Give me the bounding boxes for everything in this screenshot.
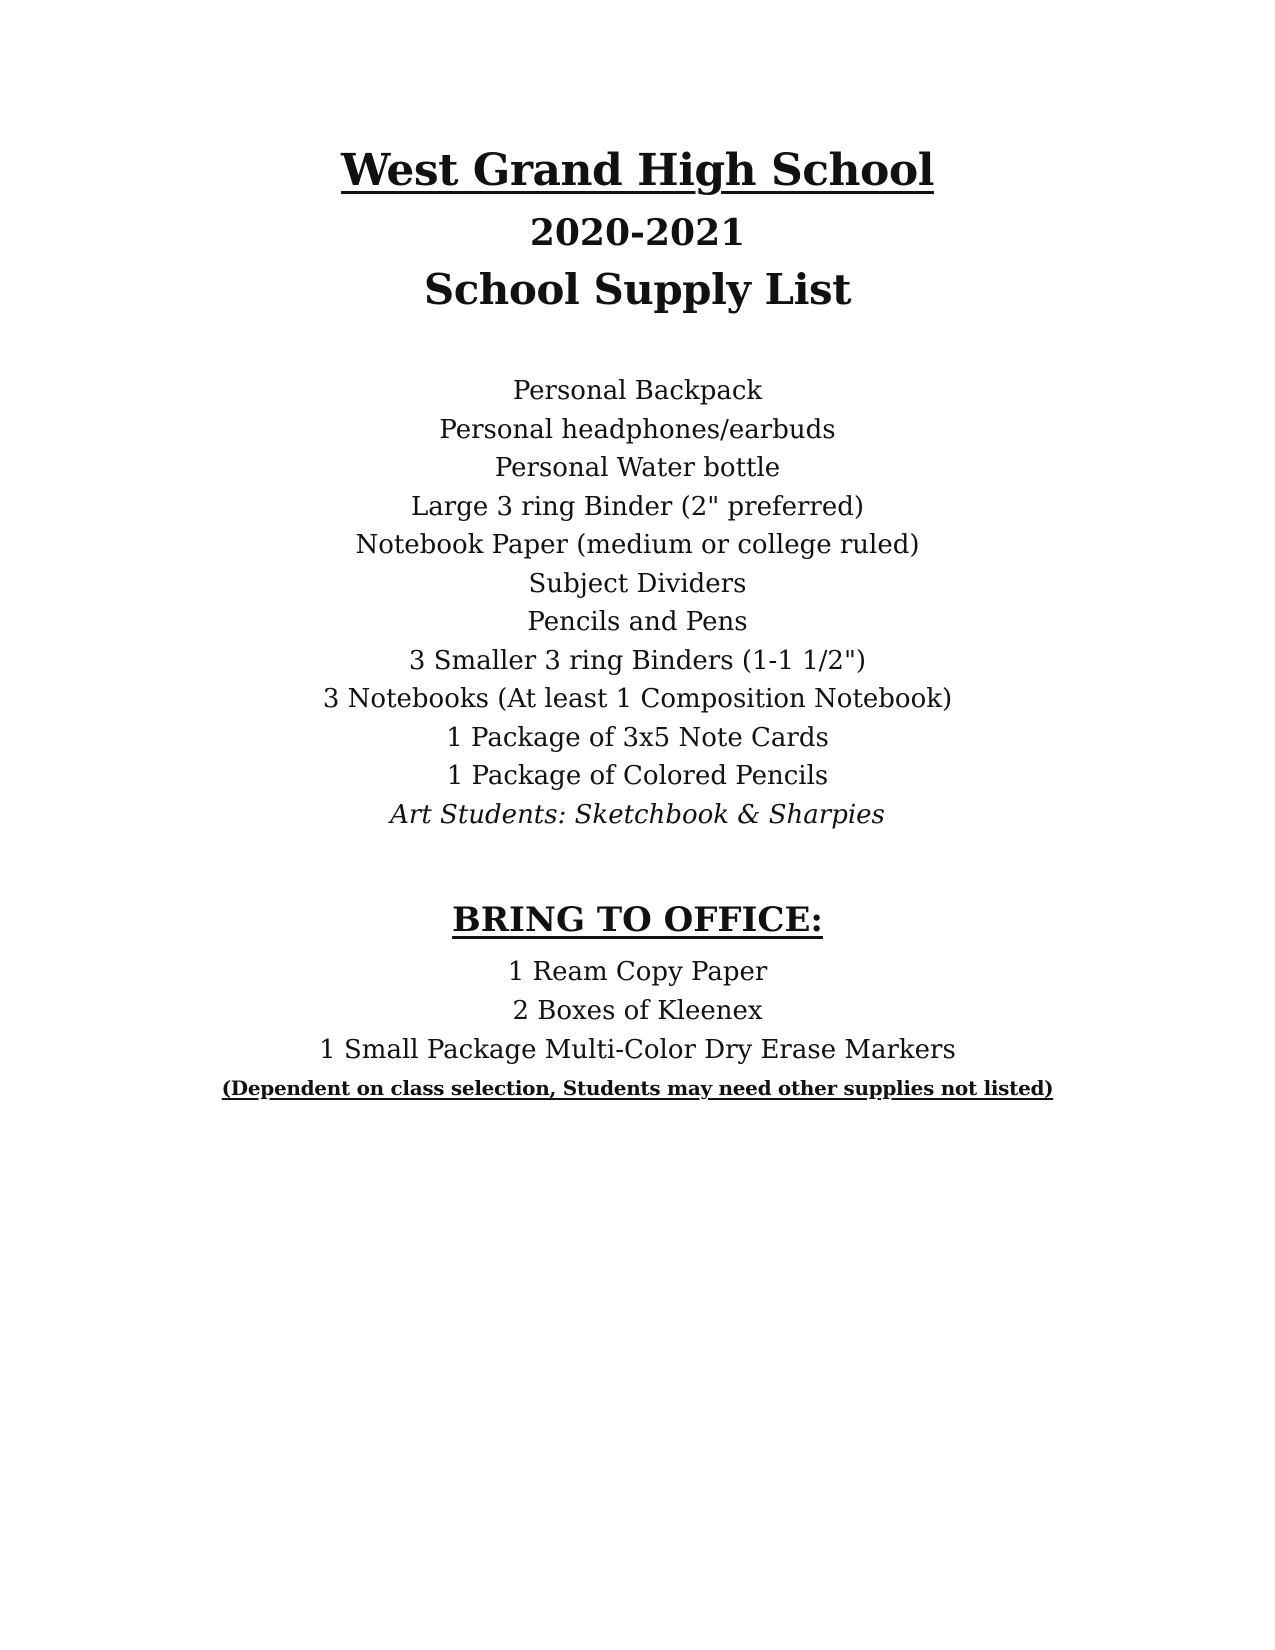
- disclaimer-note: (Dependent on class selection, Students may need other supplies not listed): [221, 1076, 1054, 1100]
- office-item: 1 Small Package Multi-Color Dry Erase Markers: [319, 1035, 956, 1065]
- supply-list: [0, 372, 1275, 834]
- supply-item: 1 Package of 3x5 Note Cards: [446, 722, 829, 753]
- school-year: 2020-2021: [529, 212, 746, 254]
- supply-item: Notebook Paper (medium or college ruled): [355, 530, 920, 560]
- supply-item: Personal Backpack: [512, 376, 763, 406]
- supply-item: Subject Dividers: [528, 568, 747, 599]
- office-supply-list: [0, 953, 1275, 1070]
- office-heading: BRING TO OFFICE:: [452, 900, 823, 940]
- supply-item: Large 3 ring Binder (2" preferred): [411, 491, 864, 522]
- supply-item: Pencils and Pens: [527, 607, 748, 637]
- art-students-note: Art Students: Sketchbook & Sharpies: [390, 799, 885, 830]
- office-item: 2 Boxes of Kleenex: [512, 996, 763, 1026]
- supply-item: Personal headphones/earbuds: [439, 414, 836, 445]
- page-title: School Supply List: [423, 265, 852, 314]
- supply-item: Personal Water bottle: [494, 453, 781, 483]
- supply-item: 3 Smaller 3 ring Binders (1-1 1/2"): [408, 645, 867, 676]
- school-name-heading: West Grand High School: [341, 145, 934, 196]
- office-item: 1 Ream Copy Paper: [507, 957, 768, 987]
- supply-item: 1 Package of Colored Pencils: [446, 761, 829, 791]
- supply-item: 3 Notebooks (At least 1 Composition Notebook): [322, 684, 953, 714]
